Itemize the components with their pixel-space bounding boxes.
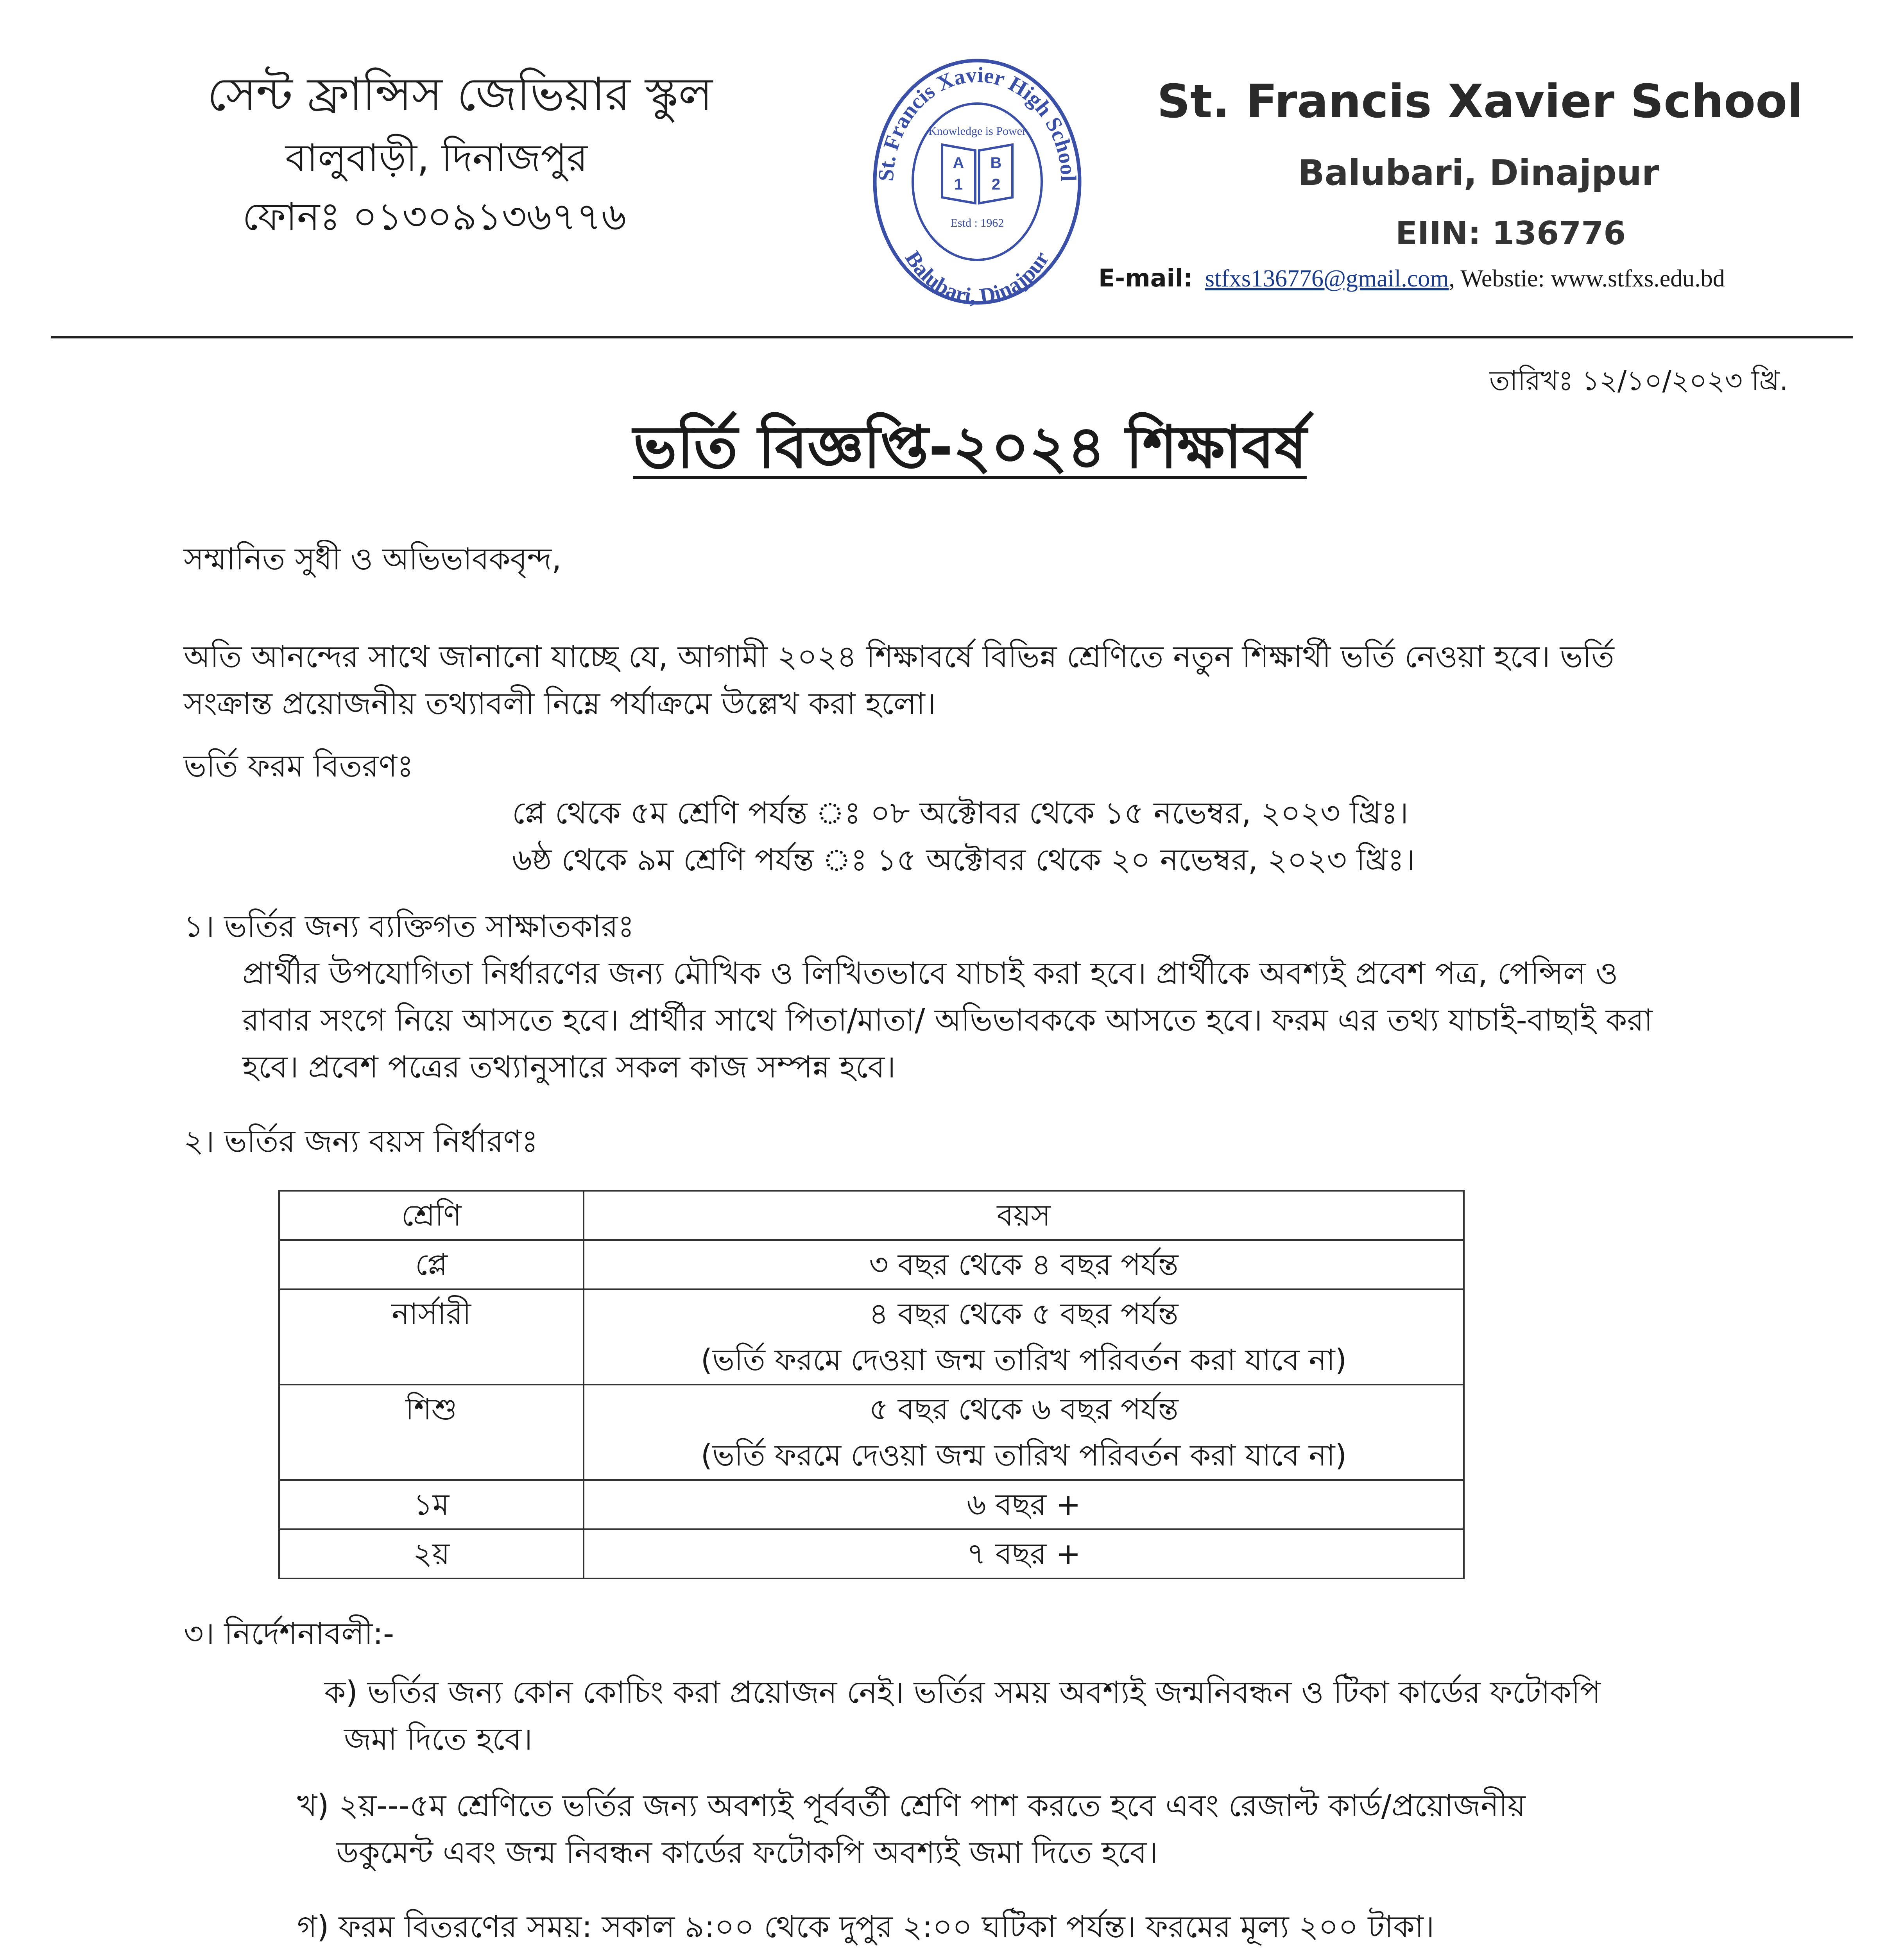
form-distribution-heading: ভর্তি ফরম বিতরণঃ [184,749,414,784]
age-note: (ভর্তি ফরমে দেওয়া জন্ম তারিখ পরিবর্তন করা যাবে না) [700,1342,1347,1377]
school-logo [868,47,1087,313]
section-1-heading: ১। ভর্তির জন্য ব্যক্তিগত সাক্ষাতকারঃ [184,909,634,944]
section-3-heading: ৩। নির্দেশনাবলী:- [184,1616,394,1652]
section-1-line-1: প্রার্থীর উপযোগিতা নির্ধারণের জন্য মৌখিক ও লিখিতভাবে যাচাই করা হবে। প্রার্থীকে অবশ্যই প্রবেশ পত্র, পেন্সিল ও [242,956,1618,991]
section-2-heading: ২। ভর্তির জন্য বয়স নির্ধারণঃ [184,1124,538,1159]
school-eiin: EIIN: 136776 [1395,215,1626,252]
website-label: , Webstie: [1449,265,1545,292]
instruction-c: গ) ফরম বিতরণের সময়: সকাল ৯:০০ থেকে দুপুর ২:০০ ঘটিকা পর্যন্ত। ফরমের মূল্য ২০০ টাকা। [297,1909,1435,1945]
contact-line [1098,264,1725,293]
table-header-row [279,1191,1464,1240]
table-cell-age [584,1529,1464,1578]
table-cell-age [584,1480,1464,1529]
instruction-b-line-2: ডকুমেন্ট এবং জন্ম নিবন্ধন কার্ডের ফটোকপি অবশ্যই জমা দিতে হবে। [336,1835,1158,1870]
book-left-number: 1 [954,176,963,193]
age-table [278,1190,1465,1579]
section-1-line-2: রাবার সংগে নিয়ে আসতে হবে। প্রার্থীর সাথে পিতা/মাতা/ অভিভাবককে আসতে হবে। ফরম এর তথ্য যাচাই-বাছাই করা [242,1003,1653,1038]
table-cell-age [584,1385,1464,1480]
table-cell-age [584,1289,1464,1385]
table-header-class: শ্রেণি [279,1191,584,1240]
book-icon [942,145,1012,203]
age-range: ৬ বছর + [967,1487,1081,1522]
form-distribution-line-1: প্লে থেকে ৫ম শ্রেণি পর্যন্ত ঃ ০৮ অক্টোবর থেকে ১৫ নভেম্বর, ২০২৩ খ্রিঃ। [512,796,1409,831]
book-right-letter: B [990,154,1002,172]
logo-ring-top-text: St. Francis Xavier High School [874,63,1081,182]
school-address-english: Balubari, Dinajpur [1298,152,1659,193]
table-cell-class: ২য় [279,1529,584,1578]
section-1-line-3: হবে। প্রবেশ পত্রের তথ্যানুসারে সকল কাজ সম্পন্ন হবে। [242,1050,896,1085]
notice-date: তারিখঃ ১২/১০/২০২৩ খ্রি. [1489,365,1788,397]
table-header-age: বয়স [584,1191,1464,1240]
website-link[interactable]: www.stfxs.edu.bd [1551,265,1725,292]
instruction-b-line-1: খ) ২য়---৫ম শ্রেণিতে ভর্তির জন্য অবশ্যই পূর্ববর্তী শ্রেণি পাশ করতে হবে এবং রেজাল্ট কার্ড/প্রয়োজনীয় [297,1788,1526,1823]
age-range: ৫ বছর থেকে ৬ বছর পর্যন্ত [869,1392,1179,1426]
logo-motto: Knowledge is Power [928,125,1026,138]
email-link[interactable]: stfxs136776@gmail.com [1205,265,1449,292]
book-left-letter: A [953,154,964,172]
logo-established: Estd : 1962 [950,217,1004,229]
table-cell-class: শিশু [279,1385,584,1480]
table-cell-age [584,1240,1464,1289]
email-label: E-mail: [1098,264,1193,292]
table-row [279,1289,1464,1385]
age-note: (ভর্তি ফরমে দেওয়া জন্ম তারিখ পরিবর্তন করা যাবে না) [700,1438,1347,1473]
school-address-bengali: বালুবাড়ী, দিনাজপুর [285,136,588,181]
table-row [279,1529,1464,1578]
age-range: ৩ বছর থেকে ৪ বছর পর্যন্ত [869,1247,1179,1282]
age-range: ৪ বছর থেকে ৫ বছর পর্যন্ত [869,1296,1179,1331]
salutation: সম্মানিত সুধী ও অভিভাবকবৃন্দ, [184,542,562,577]
svg-text:St. Francis Xavier High School [874,63,1080,182]
table-row [279,1240,1464,1289]
table-cell-class: নার্সারী [279,1289,584,1385]
logo-ring-bottom-text: Balubari, Dinajpur [900,247,1054,309]
instruction-a-line-2: জমা দিতে হবে। [344,1722,533,1757]
school-name-english: St. Francis Xavier School [1157,74,1803,128]
letterhead-divider [51,336,1853,338]
table-row [279,1480,1464,1529]
age-range: ৭ বছর + [967,1536,1081,1571]
notice-title: ভর্তি বিজ্ঞপ্তি-২০২৪ শিক্ষাবর্ষ [633,413,1307,481]
instruction-a-line-1: ক) ভর্তির জন্য কোন কোচিং করা প্রয়োজন নেই। ভর্তির সময় অবশ্যই জন্মনিবন্ধন ও টিকা কার্ডের ফটোকপি [324,1675,1601,1710]
book-right-number: 2 [991,176,1001,193]
svg-text:Balubari, Dinajpur [900,247,1054,309]
school-name-bengali: সেন্ট ফ্রান্সিস জেভিয়ার স্কুল [207,67,713,121]
table-row [279,1385,1464,1480]
school-phone-bengali: ফোনঃ ০১৩০৯১৩৬৭৭৬ [242,195,627,239]
table-cell-class: প্লে [279,1240,584,1289]
intro-line-1: অতি আনন্দের সাথে জানানো যাচ্ছে যে, আগামী ২০২৪ শিক্ষাবর্ষে বিভিন্ন শ্রেণিতে নতুন শিক্ষার্থী ভর্তি নেওয়া হবে। ভর্তি [184,639,1614,675]
intro-line-2: সংক্রান্ত প্রয়োজনীয় তথ্যাবলী নিম্নে পর্যাক্রমে উল্লেখ করা হলো। [184,686,936,721]
form-distribution-line-2: ৬ষ্ঠ থেকে ৯ম শ্রেণি পর্যন্ত ঃ ১৫ অক্টোবর থেকে ২০ নভেম্বর, ২০২৩ খ্রিঃ। [512,843,1415,878]
table-cell-class: ১ম [279,1480,584,1529]
